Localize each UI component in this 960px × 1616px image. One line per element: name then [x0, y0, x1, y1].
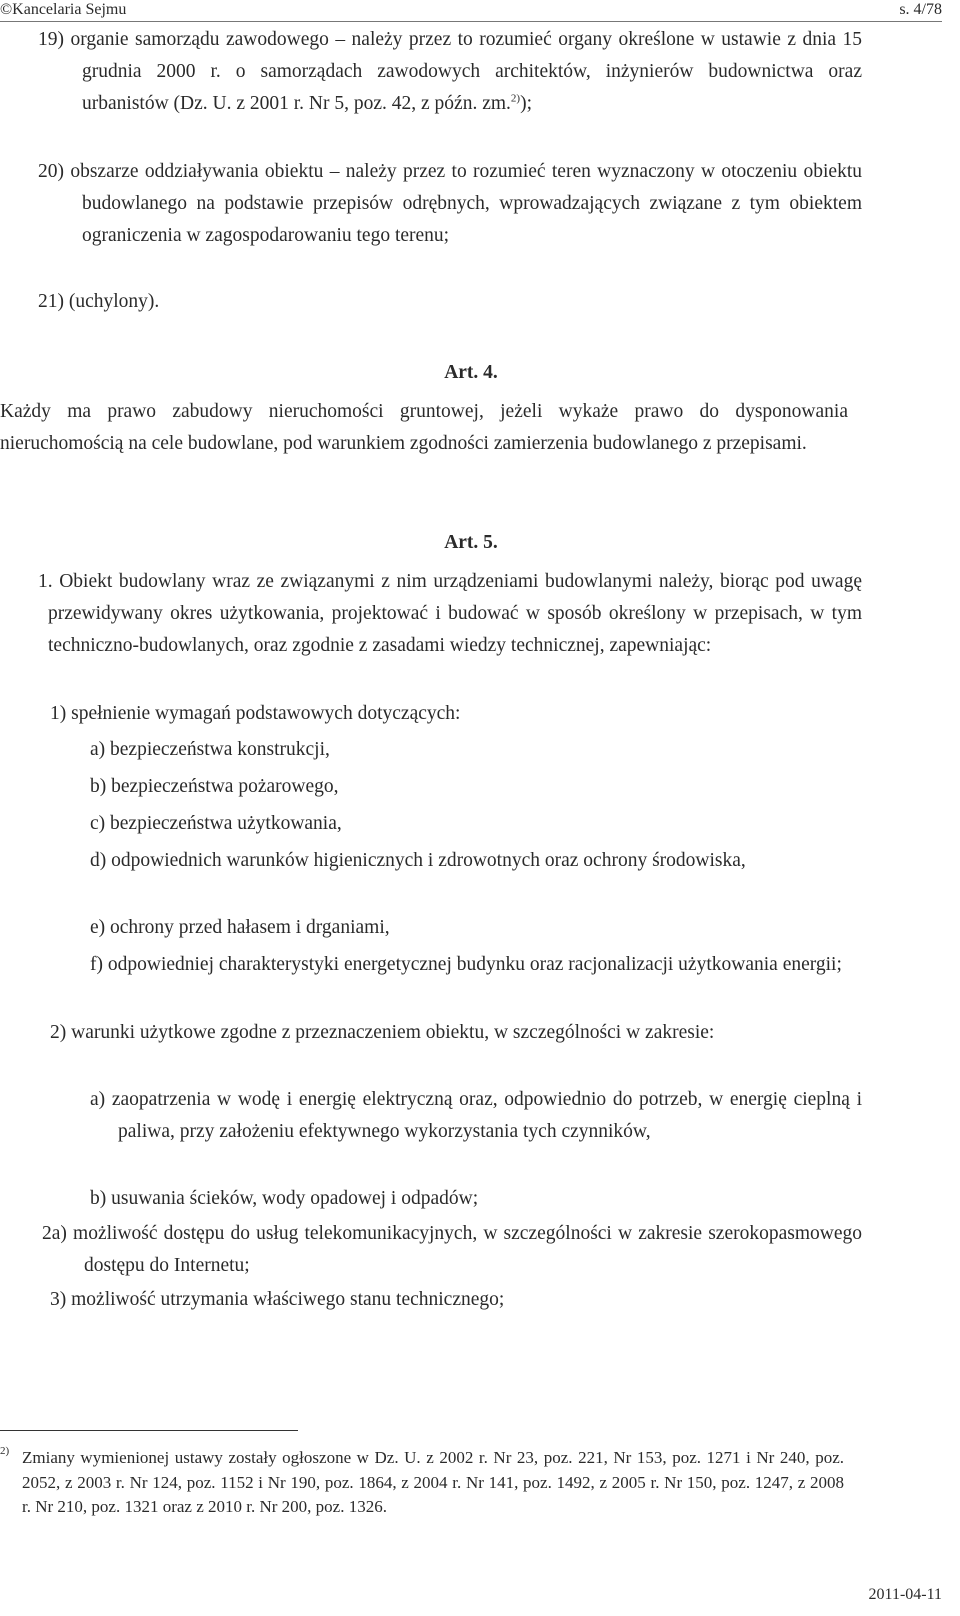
- point-3: 3) możliwość utrzymania właściwego stanu technicznego;: [50, 1289, 505, 1310]
- point-1-letter-c: c) bezpieczeństwa użytkowania,: [90, 813, 342, 834]
- header-divider: [0, 21, 942, 22]
- publisher-label: ©Kancelaria Sejmu: [0, 1, 127, 18]
- article-5-title: Art. 5.: [444, 532, 498, 553]
- point-1-letter-e: e) ochrony przed hałasem i drganiami,: [90, 917, 390, 938]
- article-4-title: Art. 4.: [444, 362, 498, 383]
- item-20: 20) obszarze oddziaływania obiektu – należy przez to rozumieć teren wyznaczony w otoczeniu obiektu budowlanego na podstawie przepisów odrębnych, wprowadzających związane z tym obiektem ograniczenia w zagospodarowaniu tego terenu;: [38, 161, 862, 246]
- article-5-section-1: 1. Obiekt budowlany wraz ze związanymi z nim urządzeniami budowlanymi należy, biorąc pod uwagę przewidywany okres użytkowania, projektować i budować w sposób określony w przepisach, w tym techniczno-budowlanych, oraz zgodnie z zasadami wiedzy technicznej, zapewniając:: [38, 571, 862, 656]
- point-2-letter-a: a) zaopatrzenia w wodę i energię elektryczną oraz, odpowiednio do potrzeb, w energię cieplną i paliwa, przy założeniu efektywnego wykorzystania tych czynników,: [90, 1089, 862, 1142]
- footnote-ref[interactable]: 2): [510, 92, 521, 105]
- footnote-text: Zmiany wymienionej ustawy zostały ogłoszone w Dz. U. z 2002 r. Nr 23, poz. 221, Nr 153, poz. 1271 i Nr 240, poz. 2052, z 2003 r. Nr 124, poz. 1152 i Nr 190, poz. 1864, z 2004 r. Nr 141, poz. 1492, z 2005 r. Nr 150, poz. 1247, z 2008 r. Nr 210, poz. 1321 oraz z 2010 r. Nr 200, poz. 1326.: [22, 1448, 844, 1516]
- item-21: 21) (uchylony).: [38, 291, 160, 312]
- footnote-divider: [0, 1430, 298, 1431]
- point-1-letter-b: b) bezpieczeństwa pożarowego,: [90, 776, 339, 797]
- footer-date: 2011-04-11: [868, 1586, 942, 1603]
- footnote-mark: 2): [0, 1445, 10, 1457]
- point-2: 2) warunki użytkowe zgodne z przeznaczeniem obiektu, w szczególności w zakresie:: [50, 1022, 715, 1043]
- article-4-text: Każdy ma prawo zabudowy nieruchomości gruntowej, jeżeli wykaże prawo do dysponowania nieruchomością na cele budowlane, pod warunkiem zgodności zamierzenia budowlanego z przepisami.: [0, 401, 848, 454]
- point-1-letter-a: a) bezpieczeństwa konstrukcji,: [90, 739, 330, 760]
- page-number: s. 4/78: [899, 1, 942, 18]
- point-2a: 2a) możliwość dostępu do usług telekomunikacyjnych, w szczególności w zakresie szerokopasmowego dostępu do Internetu;: [42, 1223, 862, 1276]
- point-2-letter-b: b) usuwania ścieków, wody opadowej i odpadów;: [90, 1188, 479, 1209]
- point-1: 1) spełnienie wymagań podstawowych dotyczących:: [50, 703, 461, 724]
- point-1-letter-d: d) odpowiednich warunków higienicznych i zdrowotnych oraz ochrony środowiska,: [90, 850, 746, 871]
- item-19-tail: );: [520, 93, 532, 114]
- point-1-letter-f: f) odpowiedniej charakterystyki energetycznej budynku oraz racjonalizacji użytkowania energii;: [90, 954, 842, 975]
- item-19: [38, 24, 862, 120]
- item-19-text: 19) organie samorządu zawodowego – należy przez to rozumieć organy określone w ustawie z dnia 15 grudnia 2000 r. o samorządach zawodowych architektów, inżynierów budownictwa oraz urbanistów (Dz. U. z 2001 r. Nr 5, poz. 42, z późn. zm.: [38, 29, 862, 114]
